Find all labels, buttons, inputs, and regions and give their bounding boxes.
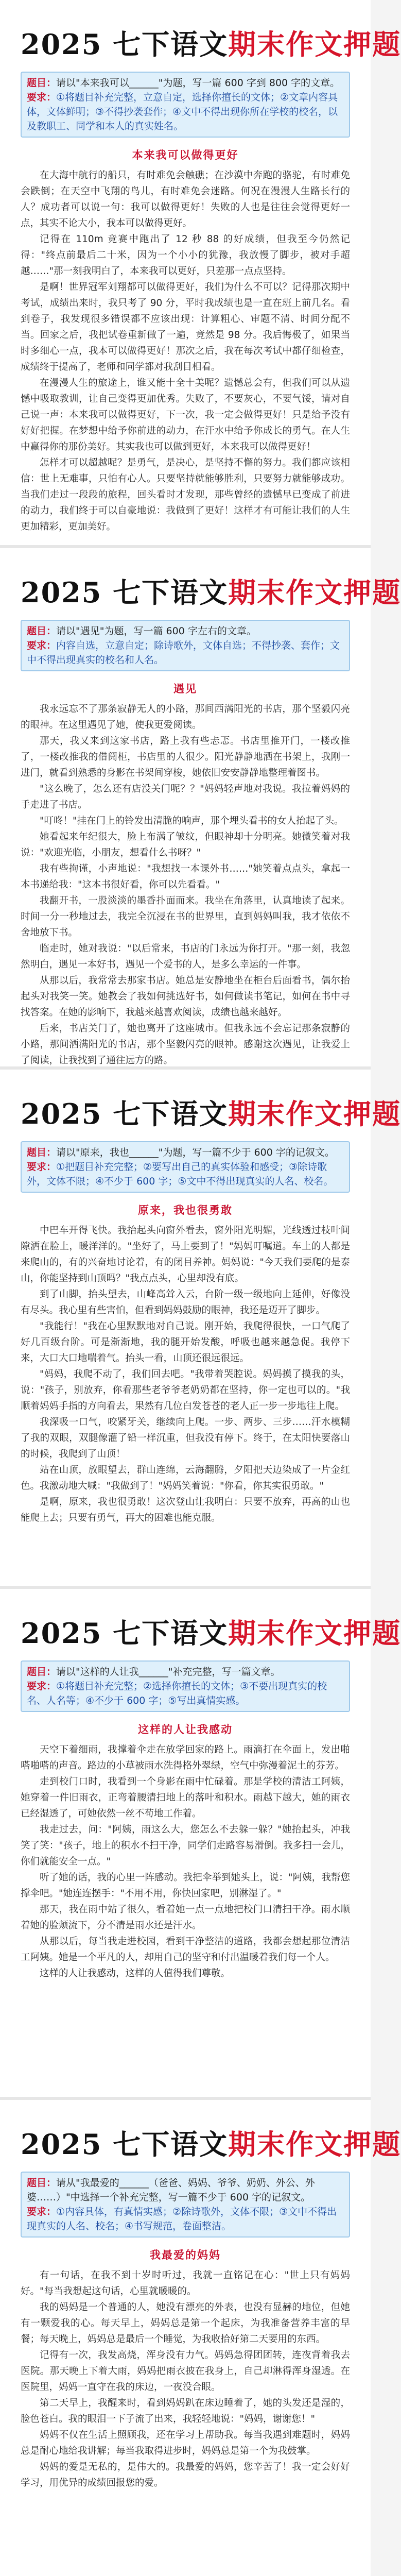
essay-paragraph: 是啊！世界冠军刘翔都可以做得更好，我们为什么不可以？记得那次期中考试，成绩出来时，我只考了 90 分，平时我成绩也是一直在班上前几名。看到卷子，我发现很多错误都不应该出现：计算粗心、审题不清、时间分配不当。回家之后，我把试卷重新做了一遍，竟然是 98 分。我后悔极了，如果当时多细心一点，我本可以做得更好！那次之后，我在每次考试中都仔细检查，成绩终于提高了，老师和同学都对我刮目相看。 [21,282,350,372]
requirement-tag: 要求： [27,2206,57,2217]
essay-paragraph: 我深吸一口气，咬紧牙关，继续向上爬。一步、两步、三步……汗水模糊了我的双眼，双腿像灌了铅一样沉重，但我没有停下。终于，在太阳快要落山的时候，我爬到了山顶！ [21,1417,350,1460]
essay-paragraph: 我永远忘不了那条寂静无人的小路，那间西满阳光的书店，那个坚毅闪亮的眼神。在这里遇见了她，使我更爱阅读。 [21,704,350,731]
title-accent: 期末作文押题 [228,1097,401,1130]
title-prefix: 2025 七下语文 [21,1617,229,1650]
essay-paragraph: 第二天早上，我醒来时，看到妈妈趴在床边睡着了，她的头发还是湿的，脸色苍白。我的眼泪一下子流了出来，我轻轻地说："妈妈，谢谢您！" [21,2398,350,2425]
requirement-tag: 要求： [27,1681,57,1692]
prompt-text: 请以"遇见"为题，写一篇 600 字左右的文章。 [56,625,256,637]
essay-section-2 [0,545,401,1066]
essay-paragraph: 怎样才可以超越呢？是勇气，是决心，是坚持不懈的努力。我们都应该相信：世上无难事，只怕有心人。只要坚持就能够胜利，只要努力就能够成功。当我们走过一段段的旅程，回头看时才发现，那些曾经的遗憾早已变成了前进的动力，我们终于可以自豪地说：我做到了更好！这样才有可能让我们的人生更加精彩，更加美好。 [21,457,350,532]
essay-paragraph: "这么晚了，怎么还有店没关门呢？？"妈妈轻声地对我说。我拉着妈妈的手走进了书店。 [21,784,350,810]
essay-paragraph: 我走过去，问："阿姨，雨这么大，您怎么不去躲一躲？"她抬起头，冲我笑了笑："孩子，地上的积水不扫干净，同学们走路容易滑倒。我多扫一会儿，你们就能安全一点。" [21,1824,350,1867]
essay-paragraph: 那天，我在雨中站了很久，看着她一点一点地把校门口清扫干净。雨水顺着她的脸颊流下，分不清是雨水还是汗水。 [21,1904,350,1931]
prompt-box [21,1660,350,1712]
title-prefix: 2025 七下语文 [21,1097,229,1130]
essay-title: 原来，我也很勇敢 [138,1204,233,1216]
prompt-text: 请从"我最爱的______（爸爸、妈妈、爷爷、奶奶、外公、外婆……）"中选择一个补充完整，写一篇不少于 600 字的记叙文。 [27,2177,315,2203]
requirement-text: 内容自选，立意自定；除诗歌外，文体自选；不得抄袭、套作；文中不得出现真实的校名和人名。 [27,640,340,666]
requirement-text: ①将题目补充完整，立意自定，选择你擅长的文体；②文章内容具体，文体鲜明；③不得抄袭套作；④文中不得出现你所在学校的校名，以及教职工、同学和本人的真实姓名。 [27,92,338,132]
essay-title: 这样的人让我感动 [138,1723,233,1736]
essay-paragraph: 从那以后，每当我走进校园，看到干净整洁的道路，我都会想起那位清洁工阿姨。她是一个平凡的人，却用自己的坚守和付出温暖着我们每一个人。 [21,1936,350,1963]
requirement-tag: 要求： [27,1161,57,1173]
requirement-text: ①把题目补充完整；②要写出自己的真实体验和感受；③除诗歌外，文体不限；④不少于 600 字；⑤文中不得出现真实的人名、校名。 [27,1161,334,1187]
essay-section-3 [0,1066,401,1586]
prompt-box [21,1141,350,1193]
essay-section-5 [0,2097,401,2576]
section-title [21,0,401,72]
essay-paragraph: 那天，我又来到这家书店，路上我有些忐忑。书店里推开门，一楼改推了，一楼改推我的借阅柜，书店里的人很少。阳光静静地洒在书架上，我刚一进门，就看到熟悉的身影在书架间穿梭，她依旧安安静静地整理着图书。 [21,736,350,778]
essay-paragraph: 后来，书店关门了，她也离开了这座城市。但我永远不会忘记那条寂静的小路，那间洒满阳光的书店，那个坚毅闪亮的眼神。感谢这次遇见，让我爱上了阅读，让我找到了通往远方的路。 [21,1023,350,1066]
section-title [21,2100,401,2172]
essay-paragraph: 听了她的话，我的心里一阵感动。我把伞举到她头上，说："阿姨，我帮您撑伞吧。"她连连摆手："不用不用，你快回家吧，别淋湿了。" [21,1872,350,1899]
essay-paragraph: 有一句话，在我不到十岁时听过，我就一直铭记在心："世上只有妈妈好。"每当我想起这句话，心里就暖暖的。 [21,2270,350,2297]
title-accent: 期末作文押题 [228,576,401,609]
essay-paragraph: 我有些拘谨，小声地说："我想找一本课外书……"她笑着点点头，拿起一本书递给我："这本书很好看，你可以先看看。" [21,863,350,890]
essay-paragraph: 临走时，她对我说："以后常来，书店的门永远为你打开。"那一刻，我忽然明白，遇见一本好书，遇见一个爱书的人，是多么幸运的一件事。 [21,943,350,970]
prompt-text: 请以"本来我可以______"为题，写一篇 600 字到 800 字的文章。 [56,77,340,89]
requirement-tag: 要求： [27,92,57,103]
requirement-text: ①内容具体，有真情实感；②除诗歌外，文体不限；③文中不得出现真实的人名、校名；④书写规范，卷面整洁。 [27,2206,337,2232]
prompt-text: 请以"这样的人让我______"补充完整，写一篇文章。 [56,1666,281,1677]
title-accent: 期末作文押题 [228,1617,401,1650]
prompt-tag: 题目： [27,1147,57,1158]
essay-title: 我最爱的妈妈 [150,2249,221,2261]
essay-paragraph: 记得在 110m 竞赛中跑出了 12 秒 88 的好成绩，但我至今仍然记得："终点前最后二十米，因为一个小小的犹豫，我放慢了脚步，被对手超越……"那一刻我明白了，本来我可以更好，只差那一点点坚持。 [21,234,350,277]
requirement-tag: 要求： [27,640,57,651]
essay-paragraph: 妈妈的爱是无私的，是伟大的。我最爱的妈妈，您辛苦了！我一定会好好学习，用优异的成绩回报您的爱。 [21,2462,350,2488]
title-accent: 期末作文押题 [228,28,401,61]
essay-paragraph: 妈妈不仅在生活上照顾我，还在学习上帮助我。每当我遇到难题时，妈妈总是耐心地给我讲解；每当我取得进步时，妈妈总是第一个为我鼓掌。 [21,2430,350,2456]
prompt-tag: 题目： [27,2177,57,2189]
title-prefix: 2025 七下语文 [21,2128,229,2161]
essay-paragraph: 我的妈妈是一个普通的人，她没有漂亮的外表，也没有显赫的地位，但她有一颗爱我的心。每天早上，妈妈总是第一个起床，为我准备营养丰富的早餐；每天晚上，妈妈总是最后一个睡觉，为我收拾好第二天要用的东西。 [21,2302,350,2345]
essay-paragraph: 她看起来年纪很大，脸上布满了皱纹，但眼神却十分明亮。她微笑着对我说："欢迎光临，小朋友，想看什么书呀？" [21,832,350,858]
essay-paragraph: 是啊，原来，我也很勇敢！这次登山让我明白：只要不放弃，再高的山也能爬上去；只要有勇气，再大的困难也能克服。 [21,1497,350,1523]
essay-paragraph: 到了山脚，抬头望去，山峰高耸入云，台阶一级一级地向上延伸，好像没有尽头。我心里有些害怕，但看到妈妈鼓励的眼神，我还是迈开了脚步。 [21,1289,350,1316]
section-title [21,548,401,620]
prompt-box [21,620,350,671]
essay-section-1 [0,0,401,545]
title-prefix: 2025 七下语文 [21,28,229,61]
essay-paragraph: 这样的人让我感动，这样的人值得我们尊敬。 [40,1968,231,1979]
essay-paragraph: "妈妈，我爬不动了，我们回去吧。"我带着哭腔说。妈妈摸了摸我的头，说："孩子，别放弃，你看那些老爷爷老奶奶都在坚持，你一定也可以的。"我顺着妈妈手指的方向看去，果然有几位白发苍苍的老人正一步一步地往上爬。 [21,1369,350,1412]
essay-title: 本来我可以做得更好 [132,149,239,161]
prompt-tag: 题目： [27,77,57,89]
title-accent: 期末作文押题 [228,2128,401,2161]
section-title [21,1070,401,1141]
essay-section-4 [0,1586,401,2097]
essay-paragraph: 走到校门口时，我看到一个身影在雨中忙碌着。那是学校的清洁工阿姨，她穿着一件旧雨衣，正弯着腰清扫地上的落叶和积水。雨越下越大，她的雨衣已经湿透了，可她依然一丝不苟地工作着。 [21,1776,350,1819]
prompt-tag: 题目： [27,625,57,637]
essay-title: 遇见 [173,683,197,695]
section-title [21,1589,401,1660]
essay-paragraph: 在漫漫人生的旅途上，谁又能十全十美呢？遗憾总会有，但我们可以从遗憾中吸取教训，让自己变得更加优秀。失败了，不要灰心，不要气馁，请对自己说一声：本来我可以做得更好，下一次，我一定会做得更好！只是给予没有好好把握。在梦想中给予你前进的动力，在汗水中给予你成长的勇气。在人生中赢得你的那份美好。其实我也可以做到更好，本来我可以做得更好！ [21,378,350,452]
essay-paragraph: 在大海中航行的船只，有时难免会触礁；在沙漠中奔跑的骆驼，有时难免会跌倒；在天空中飞翔的鸟儿，有时难免会迷路。何况在漫漫人生路长行的人？成功者可以说一句：我可以做得更好！失败的人也是往往会觉得更好一点，其实不论大小，我本可以做得更好。 [21,170,350,229]
essay-paragraph: 我翻开书，一股淡淡的墨香扑面而来。我坐在角落里，认真地读了起来。时间一分一秒地过去，我完全沉浸在书的世界里，直到妈妈叫我，我才依依不舍地放下书。 [21,895,350,938]
essay-paragraph: 从那以后，我常常去那家书店。她总是安静地坐在柜台后面看书，偶尔抬起头对我笑一笑。她教会了我如何挑选好书，如何做读书笔记，如何在书中寻找答案。在她的影响下，我越来越喜欢阅读，成绩也越来越好。 [21,975,350,1018]
essay-paragraph: "我能行！"我在心里默默地对自己说。刚开始，我爬得很快，一口气爬了好几百级台阶。可是渐渐地，我的腿开始发酸，呼吸也越来越急促。我停下来，大口大口地喘着气。抬头一看，山顶还很远很远。 [21,1321,350,1364]
prompt-box [21,2172,350,2238]
essay-paragraph: 站在山顶，放眼望去，群山连绵，云海翻腾，夕阳把天边染成了一片金红色。我激动地大喊："我做到了！"妈妈笑着说："你看，你其实很勇敢。" [21,1465,350,1492]
title-prefix: 2025 七下语文 [21,576,229,609]
prompt-box [21,72,350,138]
essay-paragraph: "叮咚！"挂在门上的铃发出清脆的响声，那个埋头看书的女人抬起了头。 [40,816,344,826]
prompt-tag: 题目： [27,1666,57,1677]
essay-paragraph: 记得有一次，我发高烧，浑身没有力气。妈妈急得团团转，连夜背着我去医院。那天晚上下着大雨，妈妈把雨衣披在我身上，自己却淋得浑身湿透。在医院里，妈妈一直守在我的床边，一夜没合眼。 [21,2350,350,2393]
requirement-text: ①将题目补充完整；②选择你擅长的文体；③不要出现真实的校名、人名等；④不少于 600 字；⑤写出真情实感。 [27,1681,327,1706]
essay-paragraph: 天空下着细雨，我撑着伞走在放学回家的路上。雨滴打在伞面上，发出啪嗒啪嗒的声音。路边的小草被雨水洗得格外翠绿，空气中弥漫着泥土的芬芳。 [21,1744,350,1771]
prompt-text: 请以"原来，我也______"为题，写一篇不少于 600 字的记叙文。 [56,1147,335,1158]
essay-paragraph: 中巴车开得飞快。我抬起头向窗外看去，窗外阳光明媚，光线透过枝叶间隙洒在脸上，暖洋洋的。"坐好了，马上要到了！"妈妈叮嘱道。车上的人都是来爬山的，有的兴奋地讨论着，有的闭目养神。妈妈说："今天我们要爬的是泰山，你能坚持到山顶吗？"我点点头，心里却没有底。 [21,1225,350,1284]
